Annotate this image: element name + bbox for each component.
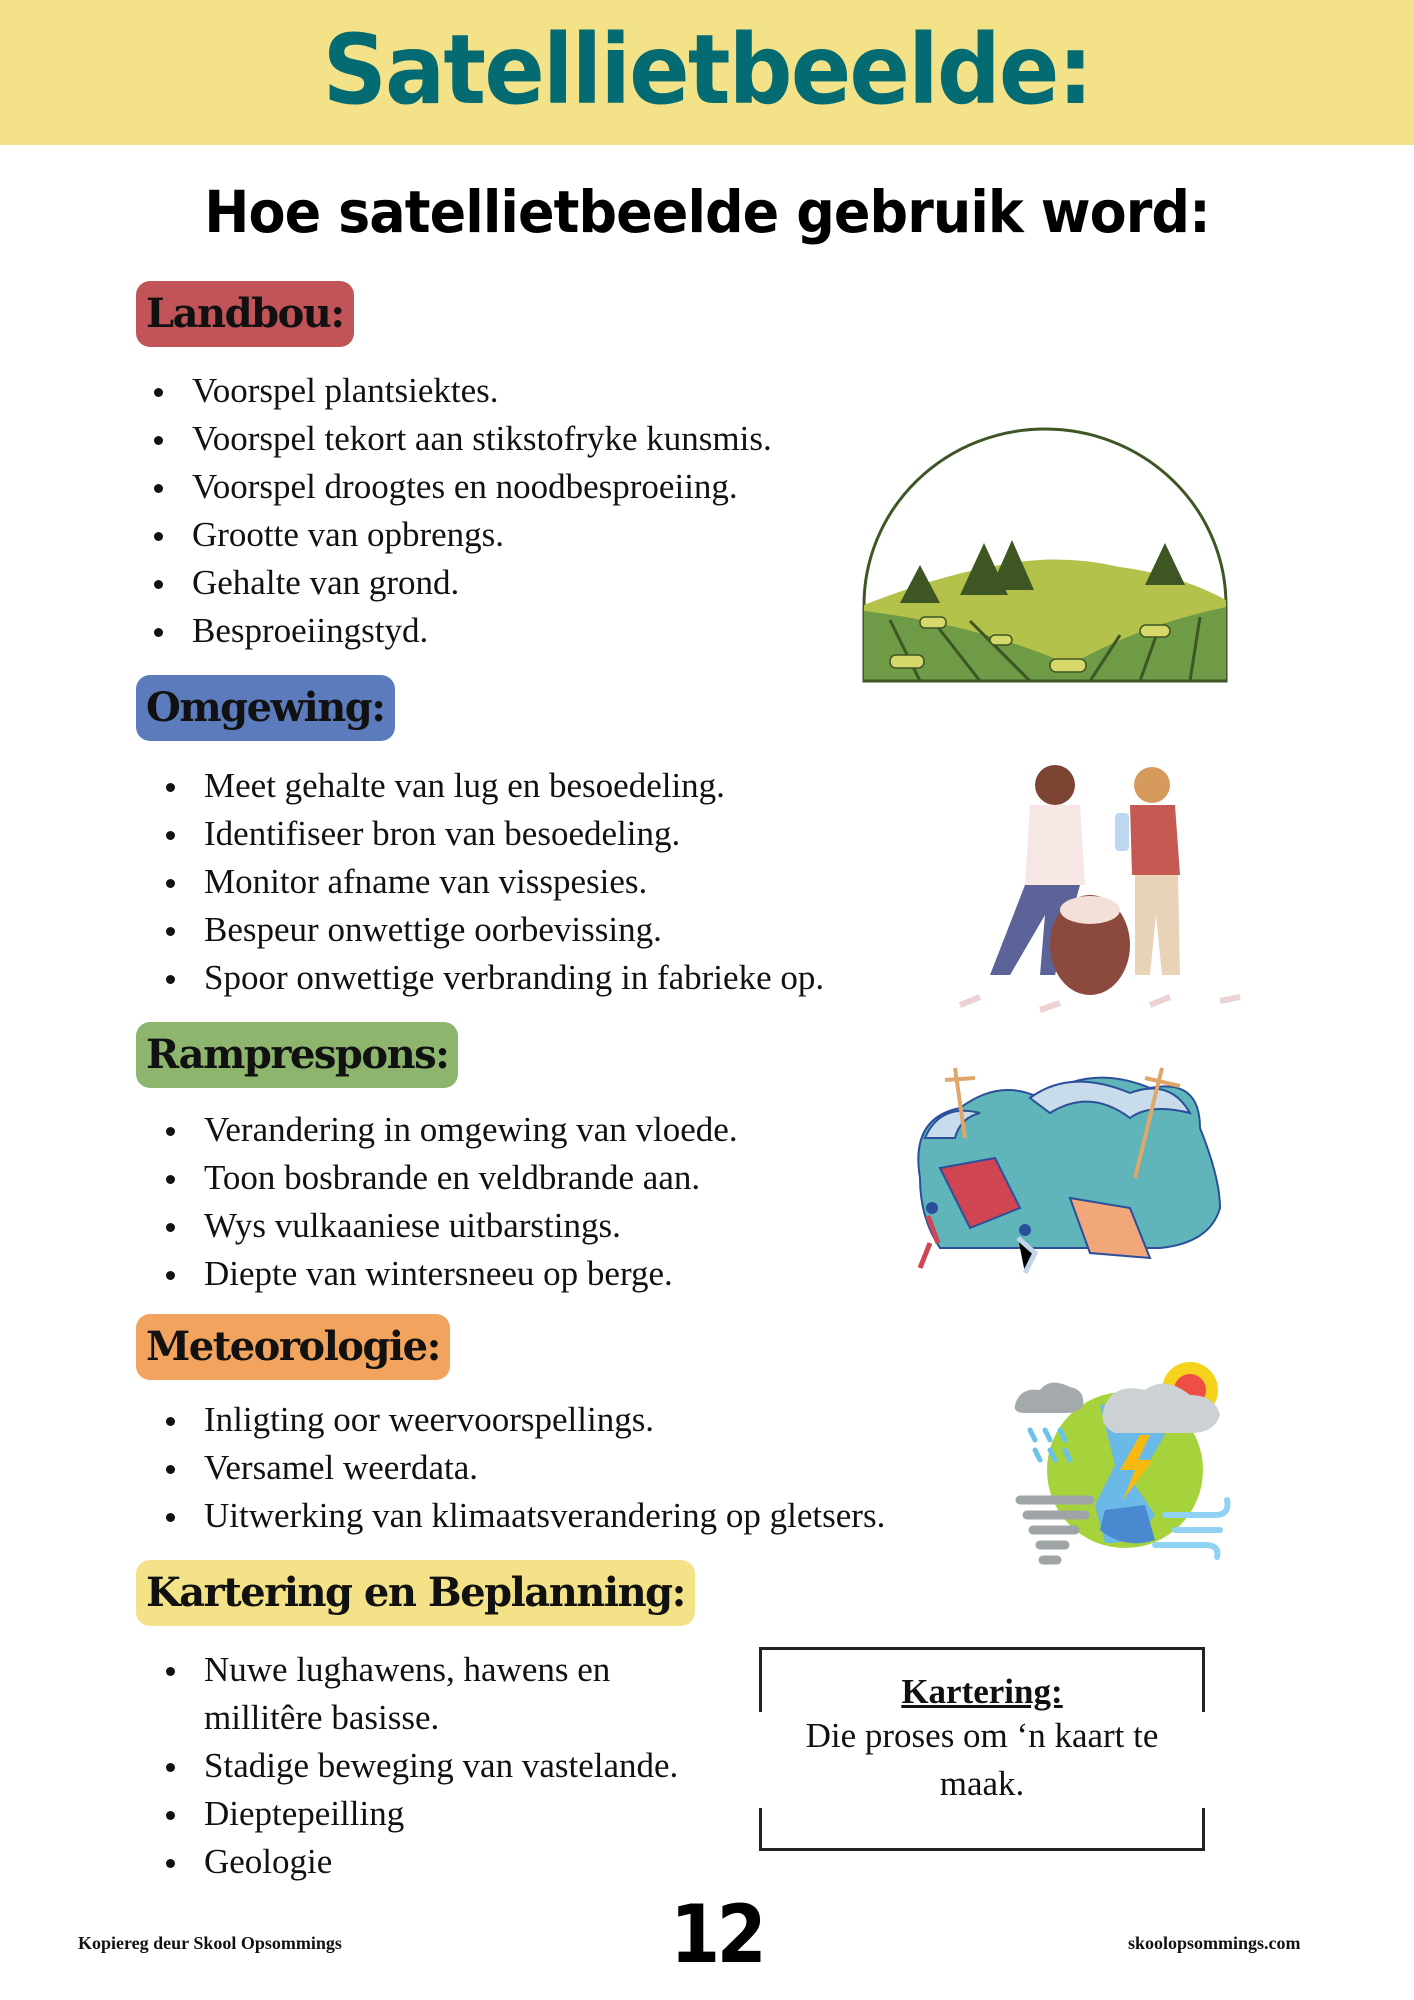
weather-globe-icon <box>1005 1345 1235 1575</box>
list-item: Nuwe lughawens, hawens en millitêre basisse. <box>152 1646 712 1742</box>
title-banner <box>0 0 1414 145</box>
list-item: Besproeiingstyd. <box>140 607 772 655</box>
definition-description: Die proses om ‘n kaart te maak. <box>756 1712 1208 1808</box>
list-item: Dieptepeilling <box>152 1790 712 1838</box>
definition-box <box>759 1647 1205 1851</box>
section-heading-meteorologie: Meteorologie: <box>136 1314 450 1380</box>
section-heading-omgewing: Omgewing: <box>136 675 395 741</box>
definition-term: Kartering: <box>901 1672 1063 1711</box>
list-item: Geologie <box>152 1838 712 1886</box>
list-item: Spoor onwettige verbranding in fabrieke op. <box>152 954 824 1002</box>
list-item: Grootte van opbrengs. <box>140 511 772 559</box>
page-subtitle: Hoe satellietbeelde gebruik word: <box>204 178 1210 246</box>
list-item: Wys vulkaaniese uitbarstings. <box>152 1202 738 1250</box>
list-item: Diepte van wintersneeu op berge. <box>152 1250 738 1298</box>
list-item: Bespeur onwettige oorbevissing. <box>152 906 824 954</box>
farm-fields-icon <box>860 425 1230 685</box>
list-item: Voorspel plantsiektes. <box>140 367 772 415</box>
list-item: Meet gehalte van lug en besoedeling. <box>152 762 824 810</box>
website-text: skoolopsommings.com <box>1128 1933 1301 1953</box>
list-item: Gehalte van grond. <box>140 559 772 607</box>
page-title: Satellietbeelde: <box>322 14 1092 126</box>
kartering-list <box>152 1646 712 1886</box>
flood-wave-icon <box>900 1058 1230 1278</box>
list-item: Inligting oor weervoorspellings. <box>152 1396 885 1444</box>
ramprespons-list <box>152 1106 738 1298</box>
list-item: Stadige beweging van vastelande. <box>152 1742 712 1790</box>
list-item: Identifiseer bron van besoedeling. <box>152 810 824 858</box>
section-heading-landbou: Landbou: <box>136 281 354 347</box>
litter-cleanup-icon <box>940 735 1260 1015</box>
section-heading-kartering: Kartering en Beplanning: <box>136 1560 695 1626</box>
list-item: Voorspel tekort aan stikstofryke kunsmis. <box>140 415 772 463</box>
page-number: 12 <box>670 1888 764 1981</box>
list-item: Toon bosbrande en veldbrande aan. <box>152 1154 738 1202</box>
list-item: Uitwerking van klimaatsverandering op gletsers. <box>152 1492 885 1540</box>
list-item: Monitor afname van visspesies. <box>152 858 824 906</box>
list-item: Verandering in omgewing van vloede. <box>152 1106 738 1154</box>
section-heading-ramprespons: Ramprespons: <box>136 1022 458 1088</box>
meteorologie-list <box>152 1396 885 1540</box>
list-item: Voorspel droogtes en noodbesproeiing. <box>140 463 772 511</box>
landbou-list <box>140 367 772 655</box>
omgewing-list <box>152 762 824 1002</box>
list-item: Versamel weerdata. <box>152 1444 885 1492</box>
copyright-text: Kopiereg deur Skool Opsommings <box>78 1933 342 1953</box>
